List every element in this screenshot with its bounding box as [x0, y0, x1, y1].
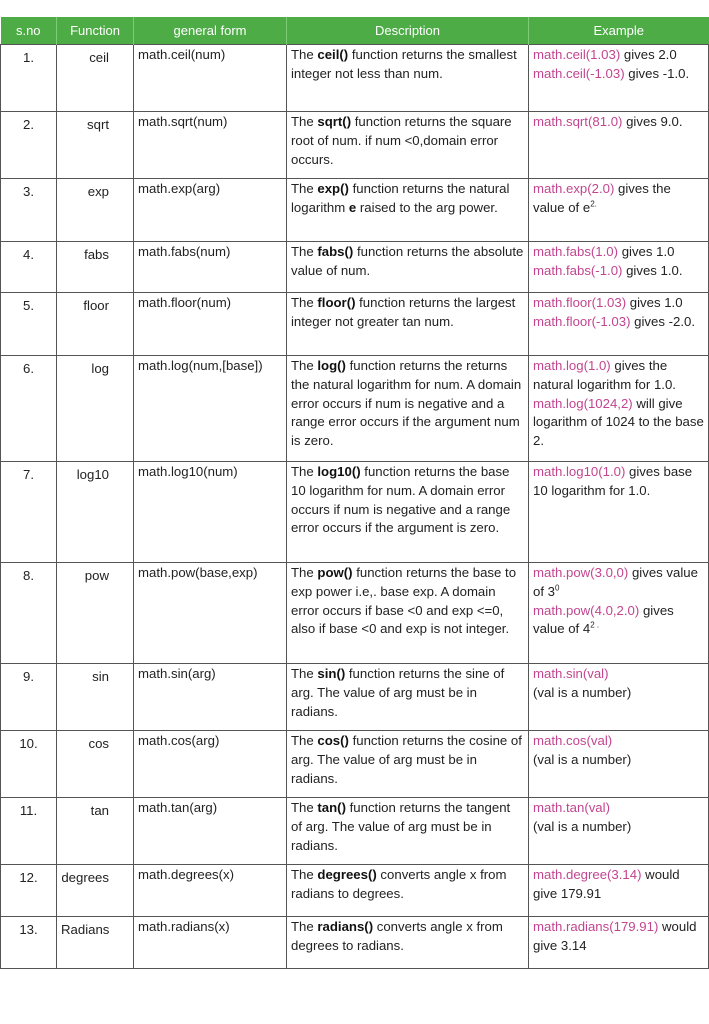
- function-name: floor: [57, 293, 134, 356]
- description-function-name: cos(): [317, 733, 349, 748]
- general-form: math.fabs(num): [134, 242, 287, 293]
- example-result: (val is a number): [533, 684, 632, 700]
- example-line: [533, 918, 704, 956]
- example-code: math.ceil(-1.03): [533, 65, 625, 81]
- row-number: 13.: [1, 917, 57, 969]
- function-name: degrees: [57, 865, 134, 917]
- example-line: [533, 313, 704, 332]
- example-cell: [529, 798, 709, 865]
- description-text: The: [291, 565, 318, 580]
- example-code: math.ceil(1.03): [533, 47, 621, 62]
- example-result: would give 179.91: [533, 867, 680, 901]
- header-description: Description: [287, 17, 529, 45]
- example-cell: [529, 242, 709, 293]
- general-form: math.sqrt(num): [134, 112, 287, 179]
- description-function-name: radians(): [317, 919, 374, 934]
- example-result: (val is a number): [533, 818, 632, 834]
- example-code: math.pow(4.0,2.0): [533, 602, 640, 618]
- description-function-name: sin(): [317, 666, 346, 681]
- example-code: math.fabs(1.0): [533, 244, 619, 259]
- example-line: [533, 799, 704, 818]
- description-cell: [287, 917, 529, 969]
- table-row: [1, 563, 709, 664]
- description-text: The: [291, 181, 318, 196]
- header-sno: s.no: [1, 17, 57, 45]
- example-result: gives base 10 logarithm for 1.0.: [533, 464, 693, 498]
- example-result: gives the value of e: [533, 181, 671, 215]
- description-text: function returns the base to exp power i.e,. base exp. A domain error occurs if base <0 and exp <=0, also if base <0 and exp is not integer.: [291, 565, 517, 637]
- example-line: [533, 357, 704, 395]
- example-line: [533, 243, 704, 262]
- description-text: The: [291, 867, 318, 882]
- description-function-name: tan(): [317, 800, 346, 815]
- table-row: [1, 45, 709, 112]
- description-function-name: degrees(): [317, 867, 377, 882]
- description-function-name: log(): [317, 358, 346, 373]
- example-result: gives 2.0: [620, 47, 677, 62]
- row-number: 8.: [1, 563, 57, 664]
- function-name: sin: [57, 664, 134, 731]
- description-text: The: [291, 666, 318, 681]
- description-function-name: pow(): [317, 565, 353, 580]
- example-cell: [529, 112, 709, 179]
- function-name: pow: [57, 563, 134, 664]
- example-line: [533, 463, 704, 501]
- description-cell: [287, 179, 529, 242]
- example-superscript: 2.: [590, 199, 597, 209]
- description-text: converts angle x from radians to degrees.: [291, 867, 507, 901]
- example-result: gives 1.0.: [622, 262, 683, 278]
- description-text: function returns the absolute value of num.: [291, 244, 524, 278]
- example-line: [533, 665, 704, 684]
- description-text: raised to the arg power.: [356, 199, 498, 215]
- table-body: [1, 45, 709, 969]
- example-cell: [529, 462, 709, 563]
- example-line: [533, 262, 704, 281]
- example-line: [533, 602, 704, 640]
- general-form: math.sin(arg): [134, 664, 287, 731]
- table-row: [1, 179, 709, 242]
- header-row: [1, 17, 709, 45]
- example-code: math.sqrt(81.0): [533, 114, 623, 129]
- example-superscript: 0: [555, 583, 560, 593]
- description-function-name: sqrt(): [317, 114, 352, 129]
- function-name: Radians: [57, 917, 134, 969]
- description-text: function returns the returns the natural logarithm for num. A domain error occurs if num is negative and a range error occurs if the argument num is zero.: [291, 358, 522, 449]
- row-number: 5.: [1, 293, 57, 356]
- table-row: [1, 242, 709, 293]
- row-number: 9.: [1, 664, 57, 731]
- example-result: gives 1.0: [618, 244, 675, 259]
- example-line: [533, 564, 704, 602]
- example-code: math.log(1024,2): [533, 395, 633, 411]
- general-form: math.floor(num): [134, 293, 287, 356]
- table-row: [1, 865, 709, 917]
- function-name: sqrt: [57, 112, 134, 179]
- general-form: math.tan(arg): [134, 798, 287, 865]
- function-name: fabs: [57, 242, 134, 293]
- description-text: The: [291, 244, 318, 259]
- description-text: The: [291, 47, 318, 62]
- description-function-name: ceil(): [317, 47, 349, 62]
- function-name: cos: [57, 731, 134, 798]
- example-cell: [529, 179, 709, 242]
- example-result: gives value of 4: [533, 602, 674, 637]
- header-example: Example: [529, 17, 709, 45]
- example-cell: [529, 356, 709, 462]
- example-result: gives value of 3: [533, 565, 698, 599]
- description-text: function returns the natural logarithm: [291, 181, 510, 215]
- example-code: math.log(1.0): [533, 358, 611, 373]
- description-text: The: [291, 733, 318, 748]
- example-superscript: 2 .: [590, 621, 600, 630]
- example-code: math.fabs(-1.0): [533, 262, 623, 278]
- table-row: [1, 356, 709, 462]
- function-name: tan: [57, 798, 134, 865]
- row-number: 12.: [1, 865, 57, 917]
- description-cell: [287, 664, 529, 731]
- example-code: math.cos(val): [533, 733, 613, 748]
- math-functions-table: [0, 17, 709, 969]
- description-function-name: log10(): [317, 464, 361, 479]
- example-cell: [529, 664, 709, 731]
- description-function-name: floor(): [317, 295, 356, 310]
- description-text: function returns the sine of arg. The value of arg must be in radians.: [291, 666, 505, 719]
- example-line: [533, 866, 704, 904]
- row-number: 4.: [1, 242, 57, 293]
- example-line: [533, 818, 704, 837]
- description-text: The: [291, 295, 318, 310]
- description-cell: [287, 865, 529, 917]
- example-cell: [529, 917, 709, 969]
- description-text: function returns the square root of num. if num <0,domain error occurs.: [291, 114, 512, 167]
- example-code: math.floor(1.03): [533, 295, 627, 310]
- row-number: 3.: [1, 179, 57, 242]
- table-row: [1, 731, 709, 798]
- function-name: ceil: [57, 45, 134, 112]
- function-name: exp: [57, 179, 134, 242]
- example-cell: [529, 45, 709, 112]
- general-form: math.exp(arg): [134, 179, 287, 242]
- description-text: function returns the largest integer not greater tan num.: [291, 295, 516, 329]
- description-cell: [287, 798, 529, 865]
- example-line: [533, 395, 704, 451]
- description-text: The: [291, 919, 318, 934]
- example-line: [533, 113, 704, 132]
- example-line: [533, 65, 704, 84]
- example-code: math.radians(179.91): [533, 919, 659, 934]
- description-cell: [287, 45, 529, 112]
- description-text: The: [291, 114, 318, 129]
- example-code: math.degree(3.14): [533, 867, 642, 882]
- description-text: function returns the cosine of arg. The value of arg must be in radians.: [291, 733, 522, 786]
- table-row: [1, 462, 709, 563]
- general-form: math.pow(base,exp): [134, 563, 287, 664]
- example-code: math.sin(val): [533, 666, 609, 681]
- example-code: math.floor(-1.03): [533, 313, 631, 329]
- description-text: function returns the base 10 logarithm for num. A domain error occurs if num is negative and a range error occurs if the argument is zero.: [291, 464, 511, 536]
- header-function: Function: [57, 17, 134, 45]
- example-result: would give 3.14: [533, 919, 697, 953]
- description-text: The: [291, 800, 318, 815]
- function-name: log10: [57, 462, 134, 563]
- example-line: [533, 46, 704, 65]
- example-line: [533, 751, 704, 770]
- function-name: log: [57, 356, 134, 462]
- general-form: math.radians(x): [134, 917, 287, 969]
- example-line: [533, 732, 704, 751]
- table-row: [1, 798, 709, 865]
- example-code: math.exp(2.0): [533, 181, 615, 196]
- row-number: 10.: [1, 731, 57, 798]
- general-form: math.degrees(x): [134, 865, 287, 917]
- description-cell: [287, 356, 529, 462]
- general-form: math.log(num,[base]): [134, 356, 287, 462]
- example-cell: [529, 731, 709, 798]
- description-cell: [287, 462, 529, 563]
- description-function-name: exp(): [317, 181, 349, 196]
- example-code: math.log10(1.0): [533, 464, 626, 479]
- example-cell: [529, 865, 709, 917]
- row-number: 7.: [1, 462, 57, 563]
- general-form: math.cos(arg): [134, 731, 287, 798]
- description-cell: [287, 112, 529, 179]
- description-emphasis: e: [348, 199, 357, 215]
- example-cell: [529, 563, 709, 664]
- description-cell: [287, 563, 529, 664]
- example-result: gives 1.0: [626, 295, 683, 310]
- row-number: 11.: [1, 798, 57, 865]
- example-result: gives 9.0.: [622, 114, 683, 129]
- example-cell: [529, 293, 709, 356]
- description-text: converts angle x from degrees to radians.: [291, 919, 503, 953]
- example-result: (val is a number): [533, 751, 632, 767]
- example-line: [533, 684, 704, 703]
- row-number: 6.: [1, 356, 57, 462]
- header-general-form: general form: [134, 17, 287, 45]
- table-row: [1, 293, 709, 356]
- description-text: function returns the tangent of arg. The value of arg must be in radians.: [291, 800, 511, 853]
- row-number: 1.: [1, 45, 57, 112]
- description-text: function returns the smallest integer not less than num.: [291, 47, 517, 81]
- table-row: [1, 664, 709, 731]
- table-header: [1, 17, 709, 45]
- description-function-name: fabs(): [317, 244, 354, 259]
- description-cell: [287, 731, 529, 798]
- example-line: [533, 180, 704, 218]
- description-text: The: [291, 358, 318, 373]
- table-row: [1, 112, 709, 179]
- row-number: 2.: [1, 112, 57, 179]
- example-result: gives -1.0.: [624, 65, 690, 81]
- example-result: gives -2.0.: [630, 313, 695, 329]
- description-text: The: [291, 464, 318, 479]
- example-result: will give logarithm of 1024 to the base 2.: [533, 395, 704, 449]
- general-form: math.log10(num): [134, 462, 287, 563]
- example-result: gives the natural logarithm for 1.0.: [533, 358, 676, 392]
- description-cell: [287, 242, 529, 293]
- example-code: math.pow(3.0,0): [533, 565, 629, 580]
- example-line: [533, 294, 704, 313]
- description-cell: [287, 293, 529, 356]
- table-row: [1, 917, 709, 969]
- example-code: math.tan(val): [533, 800, 610, 815]
- general-form: math.ceil(num): [134, 45, 287, 112]
